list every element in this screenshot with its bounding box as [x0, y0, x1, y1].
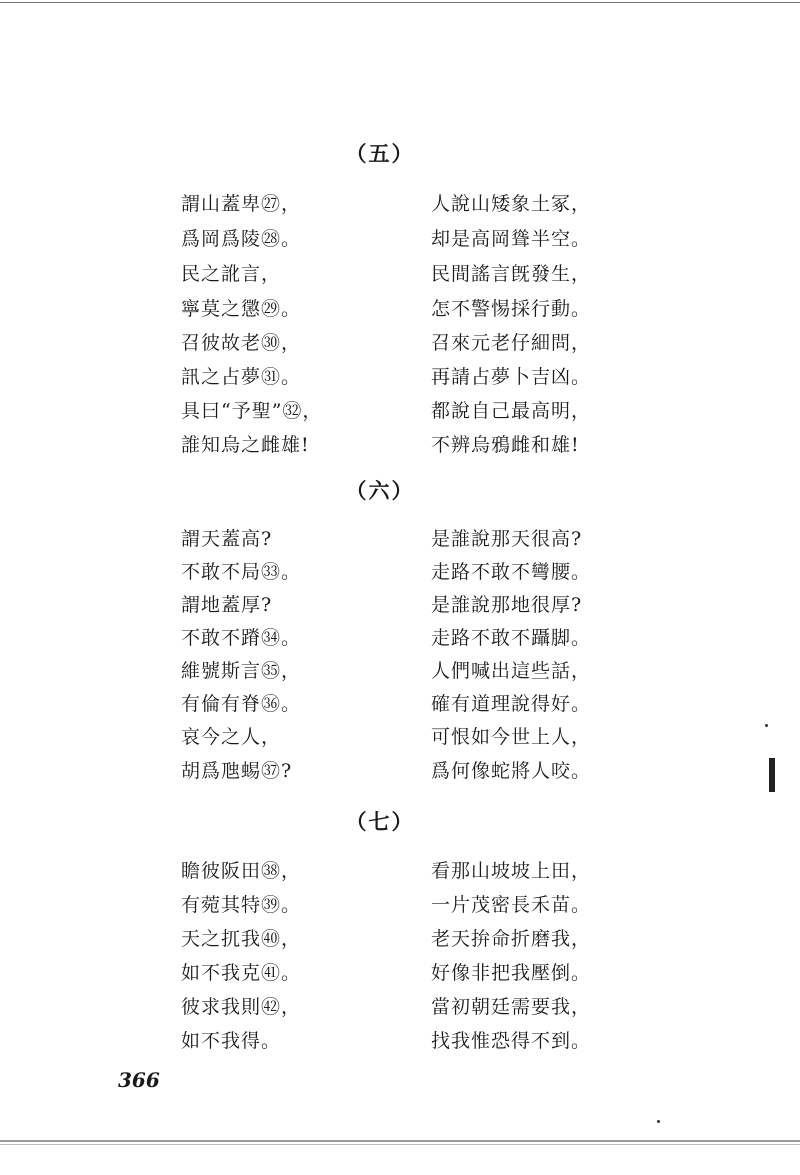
translation-line: 民間謠言旣發生，: [431, 263, 592, 285]
translation-line: 看那山坡坡上田，: [431, 860, 592, 882]
original-line: 維號斯言㉟，: [181, 660, 302, 682]
original-line: 不敢不蹐㉞。: [181, 627, 302, 649]
section-heading-7: （七）: [345, 809, 415, 834]
original-line: 寧莫之懲㉙。: [181, 298, 302, 320]
original-line: 哀今之人，: [181, 726, 282, 748]
original-line: 爲岡爲陵㉘。: [181, 228, 302, 250]
translation-line: 召來元老仔細問，: [431, 332, 592, 354]
translation-line: 爲何像蛇將人咬。: [431, 760, 592, 782]
page-number: 366: [118, 1068, 160, 1092]
translation-line: 都說自己最高明，: [431, 400, 592, 422]
translation-line: 確有道理說得好。: [431, 693, 592, 715]
translation-line: 老天拚命折磨我，: [431, 928, 592, 950]
original-line: 謂山蓋卑㉗，: [181, 193, 302, 215]
top-rule: [0, 2, 800, 3]
translation-line: 却是高岡聳半空。: [431, 228, 592, 250]
translation-line: 一片茂密長禾苗。: [431, 894, 592, 916]
translation-line: 找我惟恐得不到。: [431, 1030, 592, 1052]
original-line: 胡爲虺蜴㊲?: [181, 760, 293, 782]
original-line: 如不我得。: [181, 1030, 282, 1052]
translation-line: 當初朝廷需要我，: [431, 996, 592, 1018]
original-line: 召彼故老㉚，: [181, 332, 302, 354]
original-line: 具曰“予聖”㉜，: [181, 400, 323, 422]
original-line: 民之訛言，: [181, 263, 282, 285]
scan-speck: [765, 724, 768, 727]
section-heading-5: （五）: [345, 141, 415, 166]
section-heading-6: （六）: [345, 478, 415, 503]
translation-line: 人們喊出這些話，: [431, 660, 592, 682]
scan-edge-mark: [769, 758, 775, 792]
original-line: 有菀其特㊴。: [181, 894, 302, 916]
translation-line: 可恨如今世上人，: [431, 726, 592, 748]
scan-speck: [657, 1120, 660, 1123]
original-line: 謂天蓋高?: [181, 528, 273, 550]
translation-line: 是誰說那地很厚?: [431, 594, 583, 616]
original-line: 不敢不局㉝。: [181, 561, 302, 583]
translation-line: 好像非把我壓倒。: [431, 962, 592, 984]
translation-line: 是誰說那天很高?: [431, 528, 583, 550]
original-line: 彼求我則㊷，: [181, 996, 302, 1018]
original-line: 有倫有脊㊱。: [181, 693, 302, 715]
original-line: 瞻彼阪田㊳，: [181, 860, 302, 882]
bottom-rule: [0, 1140, 800, 1142]
original-line: 誰知烏之雌雄!: [181, 434, 310, 456]
translation-line: 人說山矮象土冢，: [431, 193, 592, 215]
translation-line: 怎不警惕採行動。: [431, 298, 592, 320]
original-line: 訊之占夢㉛。: [181, 366, 302, 388]
bottom-rule-secondary: [0, 1144, 800, 1145]
translation-line: 不辨烏鴉雌和雄!: [431, 434, 580, 456]
original-line: 如不我克㊶。: [181, 962, 302, 984]
original-line: 謂地蓋厚?: [181, 594, 273, 616]
translation-line: 走路不敢不躡脚。: [431, 627, 592, 649]
original-line: 天之扤我㊵，: [181, 928, 302, 950]
translation-line: 走路不敢不彎腰。: [431, 561, 592, 583]
translation-line: 再請占夢卜吉凶。: [431, 366, 592, 388]
